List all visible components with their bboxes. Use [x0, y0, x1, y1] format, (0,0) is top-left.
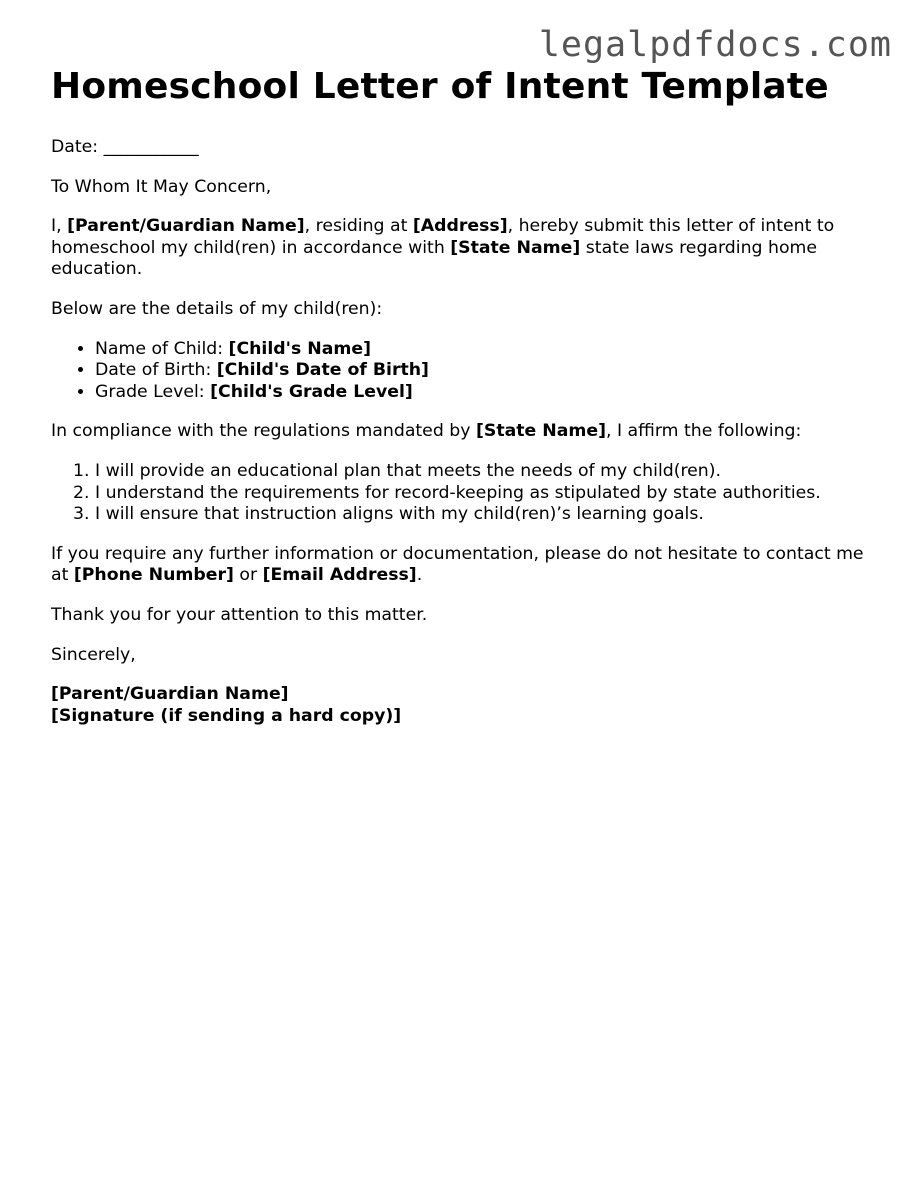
child-grade-label: Grade Level: — [95, 381, 211, 402]
address-placeholder: [Address] — [412, 216, 508, 237]
child-dob-label: Date of Birth: — [95, 360, 217, 381]
intro-text-2: , residing at — [304, 216, 413, 237]
intro-text-1: I, — [51, 216, 68, 237]
contact-text-1: If you require any further information or documentation, please do not hesitate to contact me at — [51, 543, 864, 586]
signature-name-placeholder: [Parent/Guardian Name] — [51, 684, 289, 705]
phone-placeholder: [Phone Number] — [73, 565, 234, 586]
intro-paragraph — [51, 216, 881, 281]
document-title: Homeschool Letter of Intent Template — [51, 66, 829, 107]
salutation: To Whom It May Concern, — [51, 176, 272, 197]
contact-paragraph — [51, 544, 881, 587]
child-grade-placeholder: [Child's Grade Level] — [210, 381, 413, 402]
child-name-label: Name of Child: — [95, 338, 229, 359]
contact-text-3: . — [416, 565, 423, 586]
signature-block — [51, 684, 881, 727]
list-item — [95, 360, 881, 382]
list-item: 3. I will ensure that instruction aligns with my child(ren)’s learning goals. — [95, 504, 881, 526]
intro-text-3: , hereby submit this letter of intent to homeschool my child(ren) in accordance with — [51, 216, 835, 258]
closing-line: Sincerely, — [51, 644, 136, 665]
affirmations-list — [51, 461, 881, 526]
parent-name-placeholder: [Parent/Guardian Name] — [67, 216, 305, 237]
compliance-state-placeholder: [State Name] — [475, 421, 606, 442]
list-item — [95, 382, 881, 404]
state-name-placeholder: [State Name] — [450, 237, 581, 258]
date-line — [51, 137, 881, 159]
details-intro: Below are the details of my child(ren): — [51, 298, 383, 319]
contact-text-2: or — [233, 565, 263, 586]
signature-placeholder: [Signature (if sending a hard copy)] — [51, 705, 402, 726]
list-item: 2. I understand the requirements for record-keeping as stipulated by state authorities. — [95, 483, 881, 505]
letter-content — [51, 137, 881, 727]
list-item — [95, 339, 881, 361]
date-blank: ___________ — [103, 137, 199, 157]
compliance-text-1: In compliance with the regulations mandated by — [51, 421, 476, 442]
child-name-placeholder: [Child's Name] — [228, 338, 371, 359]
compliance-text-2: , I affirm the following: — [605, 421, 802, 442]
child-dob-placeholder: [Child's Date of Birth] — [216, 360, 429, 381]
thanks-line: Thank you for your attention to this matter. — [51, 604, 428, 625]
document-body — [51, 64, 881, 727]
list-item: 1. I will provide an educational plan that meets the needs of my child(ren). — [95, 461, 881, 483]
compliance-paragraph — [51, 421, 881, 443]
watermark-text: legalpdfdocs.com — [538, 25, 892, 65]
email-placeholder: [Email Address] — [262, 565, 417, 586]
child-details-list — [51, 339, 881, 404]
date-label: Date: — [51, 137, 99, 157]
intro-text-4: state laws regarding home education. — [51, 237, 817, 280]
